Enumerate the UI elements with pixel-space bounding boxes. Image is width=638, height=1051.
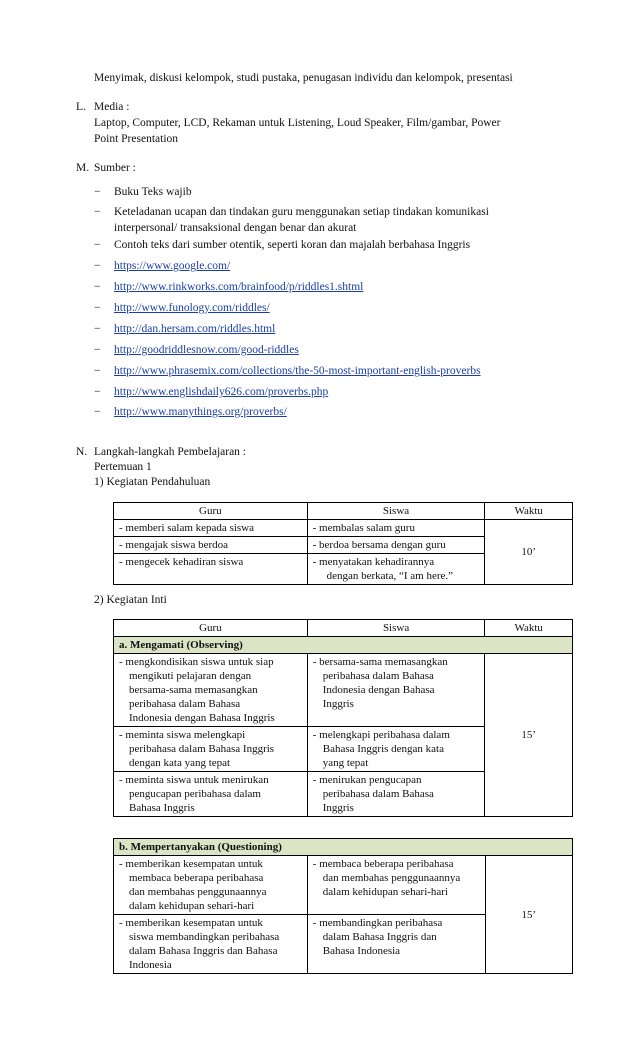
siswa-cell (307, 554, 485, 585)
cell-text: - memberikan kesempatan untuk (119, 917, 263, 929)
step-1-heading: 1) Kegiatan Pendahuluan (94, 476, 211, 488)
guru-cell (114, 554, 308, 585)
cell-text: peribahasa dalam Bahasa (129, 698, 241, 710)
bullet-dash: − (94, 406, 101, 418)
guru-cell (114, 772, 308, 817)
intro-activity-table (113, 502, 573, 585)
cell-text: - memberi salam kepada siswa (119, 522, 255, 534)
source-link[interactable]: http://dan.hersam.com/riddles.html (114, 323, 276, 335)
table-row (114, 654, 573, 727)
cell-text: Bahasa Inggris (129, 802, 195, 814)
cell-text: Bahasa Inggris dengan kata (322, 743, 444, 755)
cell-text: Indonesia dengan Bahasa (322, 684, 435, 696)
cell-text: Bahasa Indonesia (322, 945, 401, 957)
siswa-cell (307, 520, 485, 537)
waktu-cell: 15’ (485, 856, 572, 974)
bullet-dash: − (94, 239, 101, 251)
siswa-cell (307, 537, 485, 554)
cell-text: dengan kata yang tepat (129, 757, 231, 769)
observing-section-title: a. Mengamati (Observing) (114, 637, 573, 654)
header-waktu: Waktu (485, 503, 573, 520)
section-m-title: Sumber : (94, 162, 136, 174)
header-waktu: Waktu (485, 620, 573, 637)
table-row (114, 856, 573, 915)
source-link[interactable]: http://www.manythings.org/proverbs/ (114, 406, 287, 418)
cell-text: - meminta siswa untuk menirukan (119, 774, 269, 786)
cell-text: dalam kehidupan sehari-hari (129, 900, 255, 912)
cell-text: dengan berkata, “I am here.” (326, 570, 454, 582)
siswa-cell (307, 915, 485, 974)
media-line-2: Point Presentation (94, 133, 179, 145)
source-link[interactable]: http://goodriddlesnow.com/good-riddles (114, 344, 299, 356)
guru-cell (114, 727, 308, 772)
bullet-dash: − (94, 344, 101, 356)
cell-text: - mengkondisikan siswa untuk siap (119, 656, 274, 668)
bullet-dash: − (94, 260, 101, 272)
cell-text: membaca beberapa peribahasa (129, 872, 264, 884)
guru-cell (114, 654, 308, 727)
source-link[interactable]: http://www.funology.com/riddles/ (114, 302, 270, 314)
cell-text: siswa membandingkan peribahasa (129, 931, 280, 943)
cell-text: dan membahas penggunaannya (129, 886, 267, 898)
cell-text: - meminta siswa melengkapi (119, 729, 246, 741)
siswa-cell (307, 654, 485, 727)
source-link[interactable]: http://www.phrasemix.com/collections/the-50-most-important-english-proverbs (114, 365, 481, 377)
cell-text: dan membahas penggunaannya (322, 872, 461, 884)
bullet-dash: − (94, 365, 101, 377)
section-n-title: Langkah-langkah Pembelajaran : (94, 446, 246, 458)
cell-text: - melengkapi peribahasa dalam (312, 729, 450, 741)
media-line-1: Laptop, Computer, LCD, Rekaman untuk Listening, Loud Speaker, Film/gambar, Power (94, 117, 501, 129)
meeting-label: Pertemuan 1 (94, 461, 152, 473)
questioning-section-title: b. Mempertanyakan (Questioning) (114, 839, 573, 856)
source-link[interactable]: http://www.englishdaily626.com/proverbs.php (114, 386, 329, 398)
cell-text: - bersama-sama memasangkan (312, 656, 448, 668)
section-l-title: Media : (94, 101, 130, 113)
siswa-cell (307, 772, 485, 817)
siswa-cell (307, 727, 485, 772)
table-row (114, 520, 573, 537)
cell-text: - mengecek kehadiran siswa (119, 556, 244, 568)
guru-cell (114, 520, 308, 537)
cell-text: - memberikan kesempatan untuk (119, 858, 263, 870)
cell-text: bersama-sama memasangkan (129, 684, 258, 696)
guru-cell (114, 856, 308, 915)
source-link[interactable]: https://www.google.com/ (114, 260, 231, 272)
bullet-dash: − (94, 386, 101, 398)
section-m-label: M. (76, 162, 90, 174)
cell-text: - menirukan pengucapan (312, 774, 422, 786)
cell-text: - berdoa bersama dengan guru (312, 539, 446, 551)
cell-text: mengikuti pelajaran dengan (129, 670, 252, 682)
source-item: Buku Teks wajib (114, 186, 192, 198)
source-item: Contoh teks dari sumber otentik, seperti koran dan majalah berbahasa Inggris (114, 239, 471, 251)
cell-text: peribahasa dalam Bahasa (322, 788, 434, 800)
header-siswa: Siswa (307, 620, 485, 637)
cell-text: - membaca beberapa peribahasa (312, 858, 454, 870)
header-guru: Guru (114, 620, 308, 637)
methods-line: Menyimak, diskusi kelompok, studi pustaka, penugasan individu dan kelompok, presentasi (94, 72, 513, 84)
siswa-cell (307, 856, 485, 915)
bullet-dash: − (94, 323, 101, 335)
cell-text: pengucapan peribahasa dalam (129, 788, 261, 800)
section-l-label: L. (76, 101, 86, 113)
source-item: Keteladanan ucapan dan tindakan guru menggunakan setiap tindakan komunikasi (114, 206, 489, 218)
cell-text: peribahasa dalam Bahasa (322, 670, 434, 682)
cell-text: peribahasa dalam Bahasa Inggris (129, 743, 275, 755)
cell-text: - membalas salam guru (312, 522, 415, 534)
cell-text: - mengajak siswa berdoa (119, 539, 229, 551)
source-link[interactable]: http://www.rinkworks.com/brainfood/p/riddles1.shtml (114, 281, 364, 293)
cell-text: dalam Bahasa Inggris dan Bahasa (129, 945, 278, 957)
bullet-dash: − (94, 302, 101, 314)
cell-text: Inggris (322, 802, 354, 814)
bullet-dash: − (94, 281, 101, 293)
cell-text: - membandingkan peribahasa (312, 917, 443, 929)
waktu-cell: 15’ (485, 654, 573, 817)
cell-text: dalam Bahasa Inggris dan (322, 931, 437, 943)
cell-text: Indonesia (129, 959, 172, 971)
questioning-table (113, 838, 573, 974)
cell-text: dalam kehidupan sehari-hari (322, 886, 449, 898)
cell-text: Indonesia dengan Bahasa Inggris (129, 712, 275, 724)
source-item: interpersonal/ transaksional dengan benar dan akurat (114, 222, 357, 234)
bullet-dash: − (94, 186, 101, 198)
guru-cell (114, 915, 308, 974)
cell-text: Inggris (322, 698, 354, 710)
step-2-heading: 2) Kegiatan Inti (94, 594, 167, 606)
guru-cell (114, 537, 308, 554)
cell-text: yang tepat (322, 757, 369, 769)
header-siswa: Siswa (307, 503, 485, 520)
bullet-dash: − (94, 206, 101, 218)
header-guru: Guru (114, 503, 308, 520)
cell-text: - menyatakan kehadirannya (312, 556, 435, 568)
core-activity-table (113, 619, 573, 817)
waktu-cell: 10’ (485, 520, 573, 585)
section-n-label: N. (76, 446, 88, 458)
